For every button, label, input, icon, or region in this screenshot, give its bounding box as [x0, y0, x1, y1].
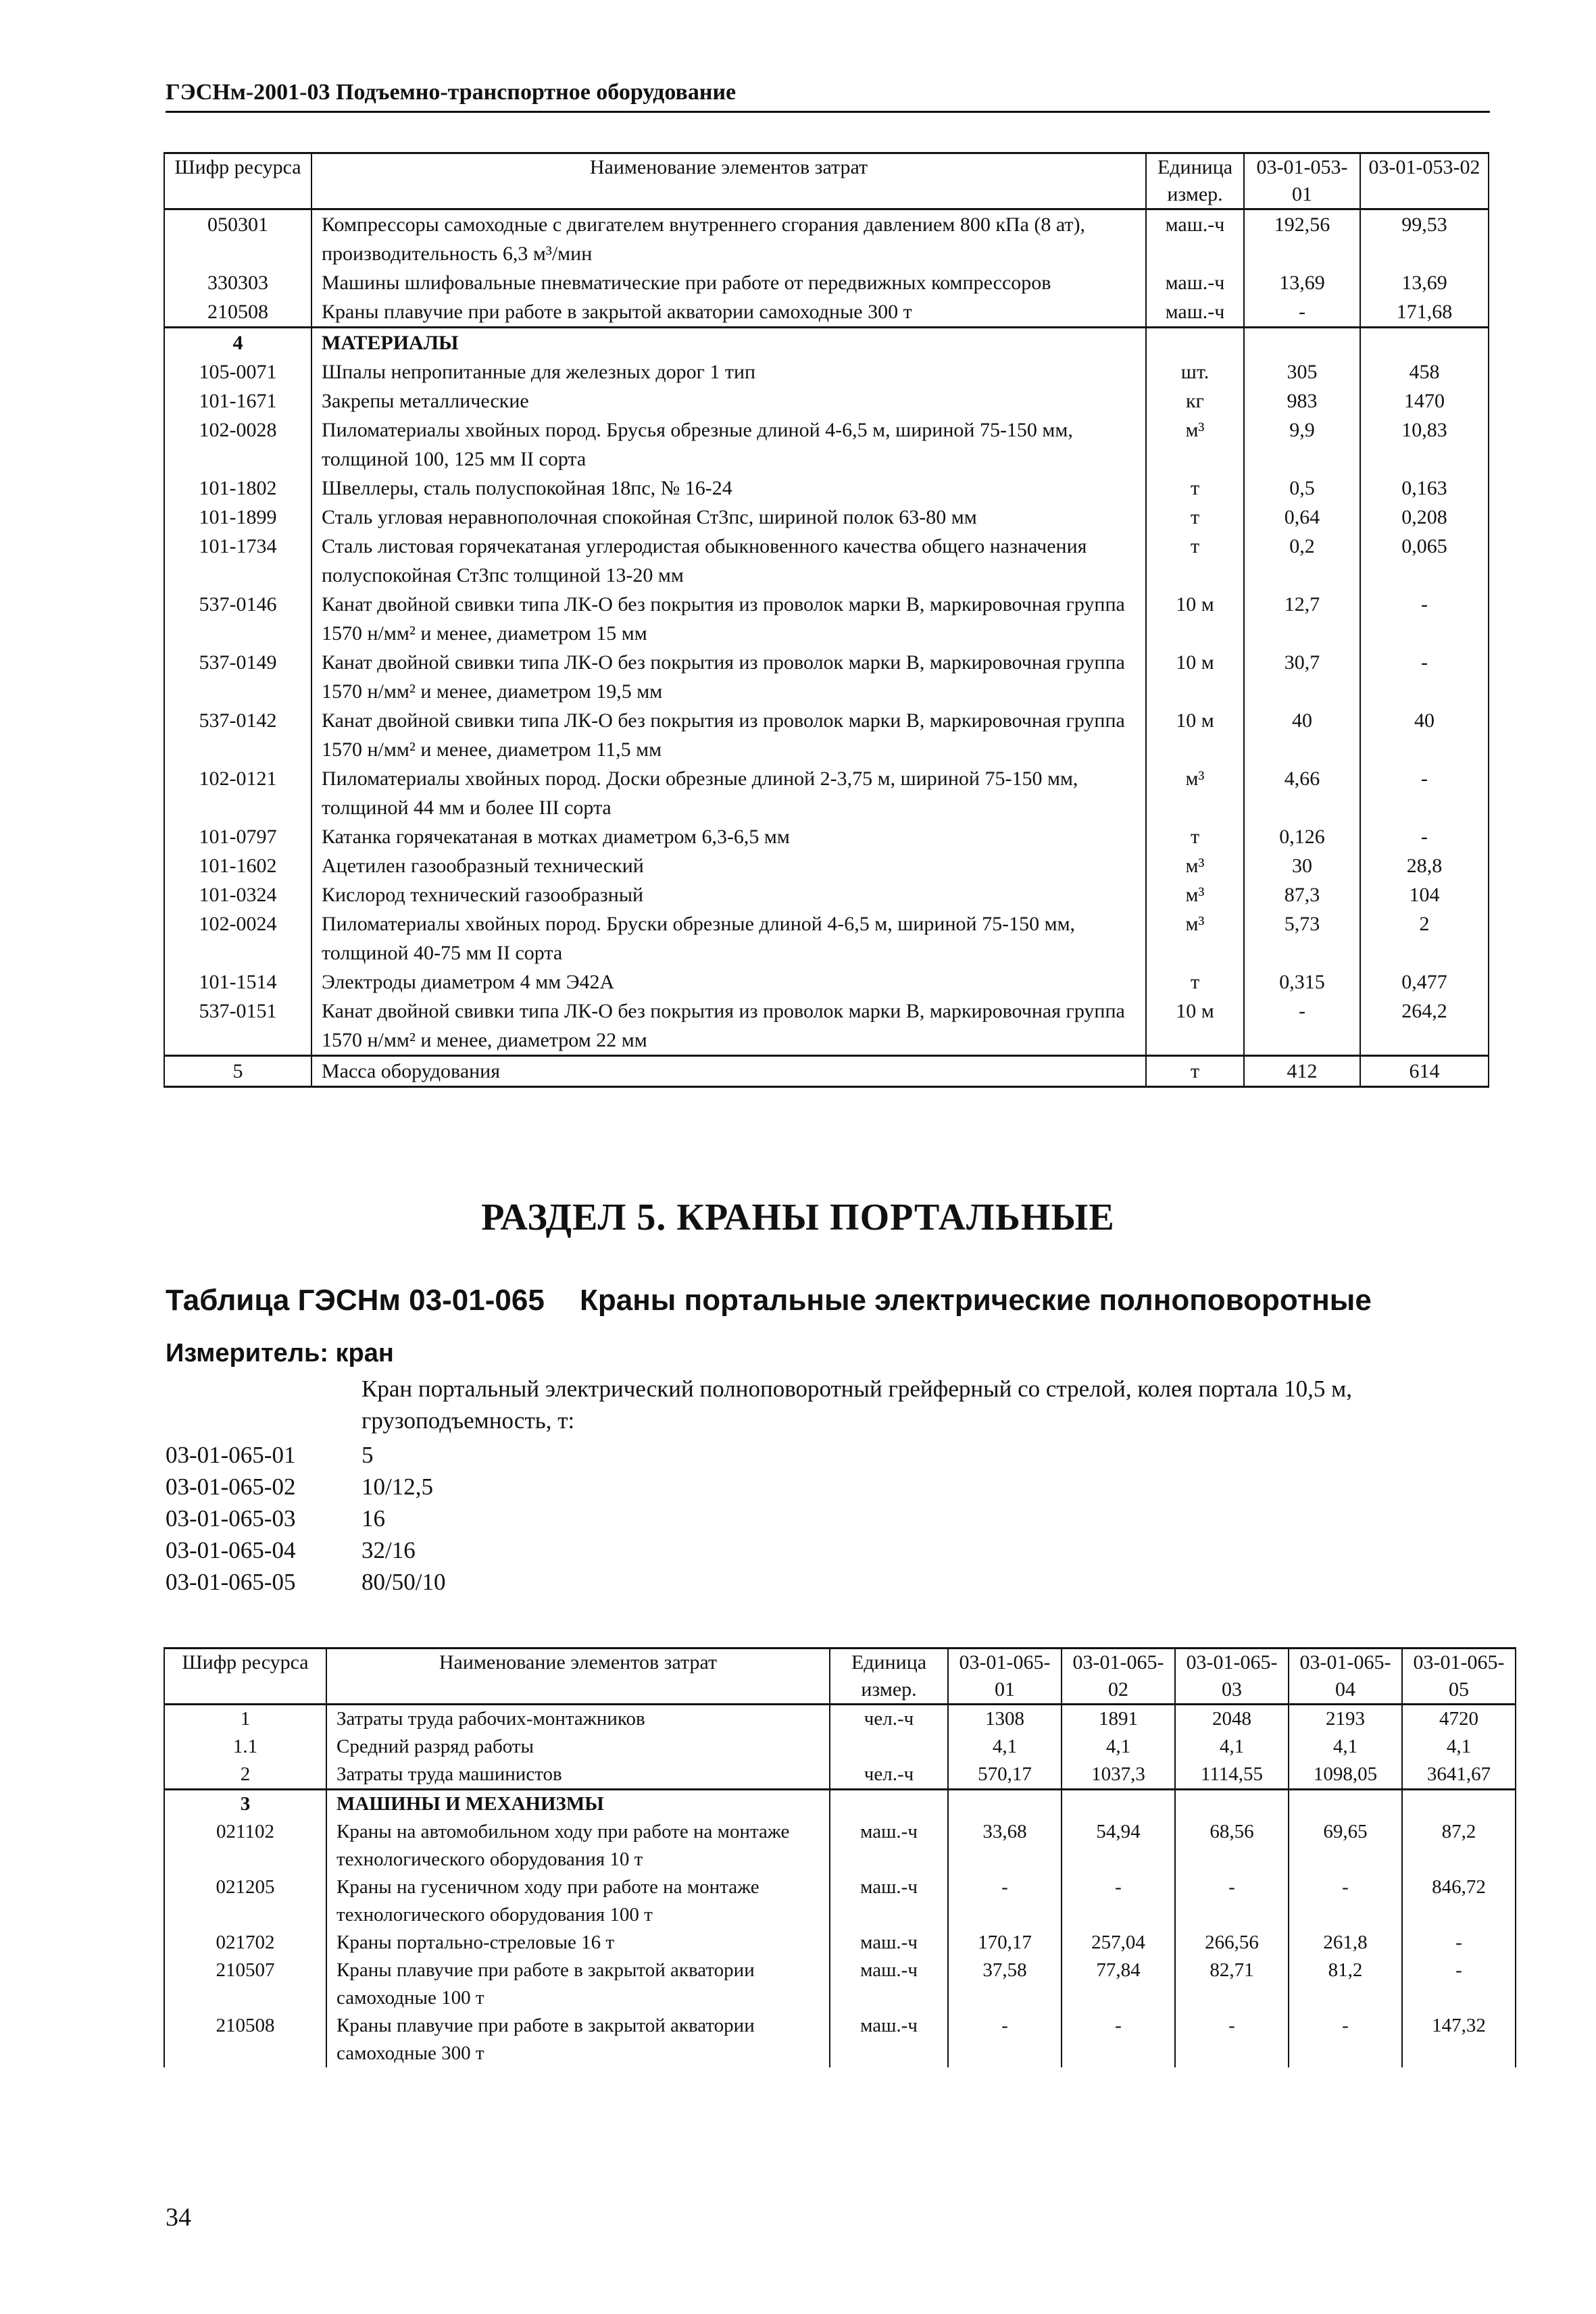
table-cell-val: 40	[1360, 706, 1489, 764]
table-cell-code: 5	[164, 1056, 311, 1087]
variant-item	[166, 1439, 445, 1471]
table-cell-name: Канат двойной свивки типа ЛК-О без покрытия из проволок марки В, маркировочная группа 1570 н/мм² и менее, диаметром 22 мм	[311, 997, 1146, 1056]
variant-code: 03-01-065-05	[166, 1569, 296, 1595]
table-cell-code: 537-0142	[164, 706, 311, 764]
table-cell-code: 050301	[164, 209, 311, 269]
table-number: Таблица ГЭСНм 03-01-065	[166, 1284, 545, 1317]
table-cell-name: Краны портально-стреловые 16 т	[326, 1929, 830, 1957]
resources-table-053	[164, 152, 1489, 1088]
table-cell-code: 021102	[164, 1818, 326, 1873]
table-cell-val: 87,3	[1244, 880, 1360, 909]
table-cell-val: 99,53	[1360, 209, 1489, 269]
table-cell-val: 54,94	[1062, 1818, 1175, 1873]
table-cell-name: Канат двойной свивки типа ЛК-О без покрытия из проволок марки В, маркировочная группа 1570 н/мм² и менее, диаметром 11,5 мм	[311, 706, 1146, 764]
table-cell-val: 0,64	[1244, 503, 1360, 532]
table-cell-unit: 10 м	[1146, 706, 1244, 764]
table-row	[164, 1873, 1516, 1929]
table-cell-unit: 10 м	[1146, 590, 1244, 648]
table-cell-val: 37,58	[948, 1957, 1062, 2012]
table-cell-code: 021702	[164, 1929, 326, 1957]
table-cell-val: -	[948, 1873, 1062, 1929]
table-cell-val: 0,477	[1360, 967, 1489, 997]
table-cell-unit: маш.-ч	[830, 1957, 948, 2012]
table-cell-val: -	[948, 2012, 1062, 2067]
variant-value: 5	[361, 1442, 374, 1468]
table-cell-val: -	[1289, 1873, 1402, 1929]
table-cell-val: 983	[1244, 386, 1360, 416]
column-header: Шифр ресурса	[164, 1649, 326, 1705]
table-cell-name: Канат двойной свивки типа ЛК-О без покрытия из проволок марки В, маркировочная группа 1570 н/мм² и менее, диаметром 15 мм	[311, 590, 1146, 648]
table-cell-unit: маш.-ч	[830, 1873, 948, 1929]
column-header: Единица измер.	[1146, 153, 1244, 209]
table-row	[164, 851, 1489, 880]
table-cell-code: 101-1514	[164, 967, 311, 997]
variant-item	[166, 1471, 445, 1503]
table-cell-code: 3	[164, 1790, 326, 1819]
table-cell-val: 4,1	[1402, 1733, 1516, 1761]
table-cell-val: -	[1360, 822, 1489, 851]
variant-item	[166, 1534, 445, 1566]
table-row	[164, 503, 1489, 532]
table-cell-val: 12,7	[1244, 590, 1360, 648]
table-cell-val: 33,68	[948, 1818, 1062, 1873]
table-cell-unit: т	[1146, 532, 1244, 590]
table-cell-unit: маш.-ч	[830, 1818, 948, 1873]
table-cell-unit: м³	[1146, 416, 1244, 474]
table-cell-val: 28,8	[1360, 851, 1489, 880]
table-cell-code: 101-0324	[164, 880, 311, 909]
table-row	[164, 297, 1489, 328]
page-header: ГЭСНм-2001-03 Подъемно-транспортное оборудование	[166, 80, 1490, 113]
table-cell-name: Пиломатериалы хвойных пород. Бруски обрезные длиной 4-6,5 м, шириной 75-150 мм, толщиной 40-75 мм II сорта	[311, 909, 1146, 967]
table-row	[164, 1818, 1516, 1873]
column-header: 03-01-053-01	[1244, 153, 1360, 209]
table-cell-unit: чел.-ч	[830, 1761, 948, 1790]
table-cell-code: 105-0071	[164, 357, 311, 386]
table-row	[164, 268, 1489, 297]
table-cell-name: Закрепы металлические	[311, 386, 1146, 416]
table-cell-unit: чел.-ч	[830, 1705, 948, 1734]
variant-code: 03-01-065-02	[166, 1474, 296, 1500]
table-cell-name: Сталь угловая неравнополочная спокойная Ст3пс, шириной полок 63-80 мм	[311, 503, 1146, 532]
table-cell-val: 0,315	[1244, 967, 1360, 997]
table-cell-unit: 10 м	[1146, 648, 1244, 706]
table-cell-val: -	[1360, 764, 1489, 822]
table-row	[164, 474, 1489, 503]
column-header: 03-01-065-03	[1175, 1649, 1289, 1705]
table-cell-unit	[1146, 328, 1244, 358]
table-cell-val	[948, 1790, 1062, 1819]
table-body	[164, 1705, 1516, 2068]
table-cell-val: 261,8	[1289, 1929, 1402, 1957]
table-cell-val: 1098,05	[1289, 1761, 1402, 1790]
table-cell-name: МАТЕРИАЛЫ	[311, 328, 1146, 358]
table-cell-val: 81,2	[1289, 1957, 1402, 2012]
section-row	[164, 328, 1489, 358]
table-cell-val: 30,7	[1244, 648, 1360, 706]
table-cell-name: Машины шлифовальные пневматические при работе от передвижных компрессоров	[311, 268, 1146, 297]
table-cell-val: 10,83	[1360, 416, 1489, 474]
variant-code: 03-01-065-01	[166, 1442, 296, 1468]
table-cell-val	[1062, 1790, 1175, 1819]
table-cell-val: -	[1175, 1873, 1289, 1929]
table-cell-name: Катанка горячекатаная в мотках диаметром 6,3-6,5 мм	[311, 822, 1146, 851]
column-header: 03-01-053-02	[1360, 153, 1489, 209]
table-row	[164, 209, 1489, 269]
table-cell-code: 210508	[164, 2012, 326, 2067]
table-cell-unit: 10 м	[1146, 997, 1244, 1056]
table-row	[164, 822, 1489, 851]
table-cell-val: -	[1360, 648, 1489, 706]
table-cell-val: 2	[1360, 909, 1489, 967]
section-heading: РАЗДЕЛ 5. КРАНЫ ПОРТАЛЬНЫЕ	[481, 1197, 1115, 1238]
column-header: 03-01-065-01	[948, 1649, 1062, 1705]
table-cell-val: 1470	[1360, 386, 1489, 416]
table-row	[164, 764, 1489, 822]
table-cell-code: 021205	[164, 1873, 326, 1929]
table-cell-code: 537-0149	[164, 648, 311, 706]
table-row	[164, 1056, 1489, 1087]
table-cell-val: 87,2	[1402, 1818, 1516, 1873]
column-header: Шифр ресурса	[164, 153, 311, 209]
table-cell-unit: м³	[1146, 764, 1244, 822]
table-cell-code: 2	[164, 1761, 326, 1790]
table-cell-code: 102-0028	[164, 416, 311, 474]
column-header: Единица измер.	[830, 1649, 948, 1705]
table-cell-val: -	[1244, 297, 1360, 328]
table-cell-val: 30	[1244, 851, 1360, 880]
variant-list	[166, 1439, 445, 1598]
table-cell-val	[1244, 328, 1360, 358]
variant-value: 16	[361, 1505, 385, 1532]
table-cell-val: 0,208	[1360, 503, 1489, 532]
table-row	[164, 386, 1489, 416]
table-cell-unit: м³	[1146, 909, 1244, 967]
table-cell-val	[1402, 1790, 1516, 1819]
table-cell-name: Затраты труда машинистов	[326, 1761, 830, 1790]
table-cell-unit	[830, 1733, 948, 1761]
table-cell-unit: маш.-ч	[1146, 268, 1244, 297]
table-cell-val: 0,5	[1244, 474, 1360, 503]
table-cell-code: 210507	[164, 1957, 326, 2012]
table-cell-val: -	[1402, 1929, 1516, 1957]
table-cell-val: 2048	[1175, 1705, 1289, 1734]
table-cell-val: 104	[1360, 880, 1489, 909]
column-header: 03-01-065-04	[1289, 1649, 1402, 1705]
table-cell-name: Масса оборудования	[311, 1056, 1146, 1087]
table-row	[164, 909, 1489, 967]
table-cell-val: 1891	[1062, 1705, 1175, 1734]
table-cell-name: Канат двойной свивки типа ЛК-О без покрытия из проволок марки В, маркировочная группа 1570 н/мм² и менее, диаметром 19,5 мм	[311, 648, 1146, 706]
table-cell-val: -	[1062, 1873, 1175, 1929]
table-cell-unit: маш.-ч	[830, 2012, 948, 2067]
table-cell-name: Кислород технический газообразный	[311, 880, 1146, 909]
table-cell-val: 69,65	[1289, 1818, 1402, 1873]
table-cell-name: Краны плавучие при работе в закрытой акватории самоходные 300 т	[311, 297, 1146, 328]
table-cell-val: -	[1062, 2012, 1175, 2067]
table-cell-unit: т	[1146, 822, 1244, 851]
table-cell-val: 147,32	[1402, 2012, 1516, 2067]
table-cell-val: 1114,55	[1175, 1761, 1289, 1790]
table-cell-name: Краны на автомобильном ходу при работе на монтаже технологического оборудования 10 т	[326, 1818, 830, 1873]
table-cell-unit: кг	[1146, 386, 1244, 416]
table-cell-val: 2193	[1289, 1705, 1402, 1734]
table-cell-unit	[830, 1790, 948, 1819]
table-description: Кран портальный электрический полноповоротный грейферный со стрелой, колея портала 10,5 м, грузоподъемность, т:	[361, 1376, 1352, 1434]
table-cell-val: 77,84	[1062, 1957, 1175, 2012]
table-cell-val: 614	[1360, 1056, 1489, 1087]
meter-label: Измеритель: кран	[166, 1339, 394, 1367]
table-cell-val: 0,065	[1360, 532, 1489, 590]
table-cell-code: 1	[164, 1705, 326, 1734]
table-row	[164, 1733, 1516, 1761]
table-cell-val: 4,1	[948, 1733, 1062, 1761]
table-cell-unit: т	[1146, 503, 1244, 532]
table-name: Краны портальные электрические полноповоротные	[580, 1284, 1372, 1317]
variant-value: 32/16	[361, 1537, 416, 1563]
table-row	[164, 357, 1489, 386]
column-header: Наименование элементов затрат	[311, 153, 1146, 209]
table-cell-val: 3641,67	[1402, 1761, 1516, 1790]
table-cell-code: 101-1602	[164, 851, 311, 880]
table-cell-val: 4,1	[1062, 1733, 1175, 1761]
table-cell-code: 101-1734	[164, 532, 311, 590]
table-row	[164, 590, 1489, 648]
table-cell-unit: шт.	[1146, 357, 1244, 386]
table-cell-val: -	[1244, 997, 1360, 1056]
table-cell-val: 846,72	[1402, 1873, 1516, 1929]
table-cell-name: Шпалы непропитанные для железных дорог 1 тип	[311, 357, 1146, 386]
table-cell-unit: маш.-ч	[830, 1929, 948, 1957]
table-row	[164, 1929, 1516, 1957]
table-row	[164, 532, 1489, 590]
table-cell-code: 102-0024	[164, 909, 311, 967]
table-row	[164, 1705, 1516, 1734]
variant-value: 10/12,5	[361, 1474, 433, 1500]
table-row	[164, 648, 1489, 706]
table-header-row	[164, 1649, 1516, 1705]
table-cell-val: 40	[1244, 706, 1360, 764]
table-cell-val: -	[1289, 2012, 1402, 2067]
table-cell-val: 4,1	[1175, 1733, 1289, 1761]
table-cell-val: 170,17	[948, 1929, 1062, 1957]
table-cell-name: МАШИНЫ И МЕХАНИЗМЫ	[326, 1790, 830, 1819]
table-row	[164, 967, 1489, 997]
table-cell-name: Краны плавучие при работе в закрытой акватории самоходные 100 т	[326, 1957, 830, 2012]
table-cell-val: 458	[1360, 357, 1489, 386]
table-cell-val: 4720	[1402, 1705, 1516, 1734]
table-cell-val: 13,69	[1244, 268, 1360, 297]
table-cell-name: Пиломатериалы хвойных пород. Доски обрезные длиной 2-3,75 м, шириной 75-150 мм, толщиной 44 мм и более III сорта	[311, 764, 1146, 822]
table-cell-code: 210508	[164, 297, 311, 328]
table-row	[164, 2012, 1516, 2067]
table-cell-val: 0,126	[1244, 822, 1360, 851]
variant-value: 80/50/10	[361, 1569, 446, 1595]
resources-table-065	[164, 1647, 1516, 2067]
page-number: 34	[166, 2203, 191, 2232]
column-header: Наименование элементов затрат	[326, 1649, 830, 1705]
table-cell-val: -	[1402, 1957, 1516, 2012]
table-cell-unit: м³	[1146, 880, 1244, 909]
table-cell-val: 5,73	[1244, 909, 1360, 967]
table-row	[164, 880, 1489, 909]
table-cell-val: 0,163	[1360, 474, 1489, 503]
table-row	[164, 416, 1489, 474]
table-row	[164, 1957, 1516, 2012]
table-cell-val: 82,71	[1175, 1957, 1289, 2012]
table-cell-val: 4,66	[1244, 764, 1360, 822]
table-cell-unit: т	[1146, 1056, 1244, 1087]
variant-code: 03-01-065-03	[166, 1505, 296, 1532]
table-cell-name: Ацетилен газообразный технический	[311, 851, 1146, 880]
table-cell-code: 1.1	[164, 1733, 326, 1761]
column-header: 03-01-065-02	[1062, 1649, 1175, 1705]
table-title	[166, 1284, 1372, 1317]
table-cell-val: 264,2	[1360, 997, 1489, 1056]
variant-item	[166, 1503, 445, 1534]
column-header: 03-01-065-05	[1402, 1649, 1516, 1705]
table-cell-val: 266,56	[1175, 1929, 1289, 1957]
table-cell-code: 537-0151	[164, 997, 311, 1056]
table-cell-name: Компрессоры самоходные с двигателем внутреннего сгорания давлением 800 кПа (8 ат), производительность 6,3 м³/мин	[311, 209, 1146, 269]
table-cell-code: 101-1802	[164, 474, 311, 503]
table-cell-val: 305	[1244, 357, 1360, 386]
table-cell-name: Электроды диаметром 4 мм Э42А	[311, 967, 1146, 997]
variant-item	[166, 1566, 445, 1598]
table-cell-val: 4,1	[1289, 1733, 1402, 1761]
table-cell-name: Краны на гусеничном ходу при работе на монтаже технологического оборудования 100 т	[326, 1873, 830, 1929]
table-cell-val: 171,68	[1360, 297, 1489, 328]
table-body	[164, 209, 1489, 1087]
section-row	[164, 1790, 1516, 1819]
table-row	[164, 706, 1489, 764]
table-cell-val: -	[1360, 590, 1489, 648]
table-cell-val	[1175, 1790, 1289, 1819]
table-cell-code: 537-0146	[164, 590, 311, 648]
table-cell-val: 1037,3	[1062, 1761, 1175, 1790]
table-cell-code: 102-0121	[164, 764, 311, 822]
table-cell-unit: т	[1146, 474, 1244, 503]
variant-code: 03-01-065-04	[166, 1537, 296, 1563]
table-cell-name: Затраты труда рабочих-монтажников	[326, 1705, 830, 1734]
table-cell-val: 68,56	[1175, 1818, 1289, 1873]
table-cell-val	[1289, 1790, 1402, 1819]
table-cell-code: 101-1671	[164, 386, 311, 416]
table-cell-val: 412	[1244, 1056, 1360, 1087]
table-cell-name: Средний разряд работы	[326, 1733, 830, 1761]
table-cell-code: 101-0797	[164, 822, 311, 851]
table-cell-name: Сталь листовая горячекатаная углеродистая обыкновенного качества общего назначения полуспокойная Ст3пс толщиной 13-20 мм	[311, 532, 1146, 590]
table-cell-unit: маш.-ч	[1146, 297, 1244, 328]
table-row	[164, 1761, 1516, 1790]
table-cell-name: Краны плавучие при работе в закрытой акватории самоходные 300 т	[326, 2012, 830, 2067]
table-cell-val: 1308	[948, 1705, 1062, 1734]
table-cell-unit: т	[1146, 967, 1244, 997]
table-cell-val	[1360, 328, 1489, 358]
table-cell-val: 257,04	[1062, 1929, 1175, 1957]
table-cell-val: 570,17	[948, 1761, 1062, 1790]
table-row	[164, 997, 1489, 1056]
table-cell-unit: м³	[1146, 851, 1244, 880]
table-cell-val: 9,9	[1244, 416, 1360, 474]
table-cell-name: Пиломатериалы хвойных пород. Брусья обрезные длиной 4-6,5 м, шириной 75-150 мм, толщиной 100, 125 мм II сорта	[311, 416, 1146, 474]
table-cell-val: 0,2	[1244, 532, 1360, 590]
table-header-row	[164, 153, 1489, 209]
table-cell-code: 330303	[164, 268, 311, 297]
table-cell-code: 101-1899	[164, 503, 311, 532]
table-cell-val: 192,56	[1244, 209, 1360, 269]
table-cell-name: Швеллеры, сталь полуспокойная 18пс, № 16-24	[311, 474, 1146, 503]
table-cell-val: 13,69	[1360, 268, 1489, 297]
table-cell-code: 4	[164, 328, 311, 358]
table-cell-val: -	[1175, 2012, 1289, 2067]
table-cell-unit: маш.-ч	[1146, 209, 1244, 269]
